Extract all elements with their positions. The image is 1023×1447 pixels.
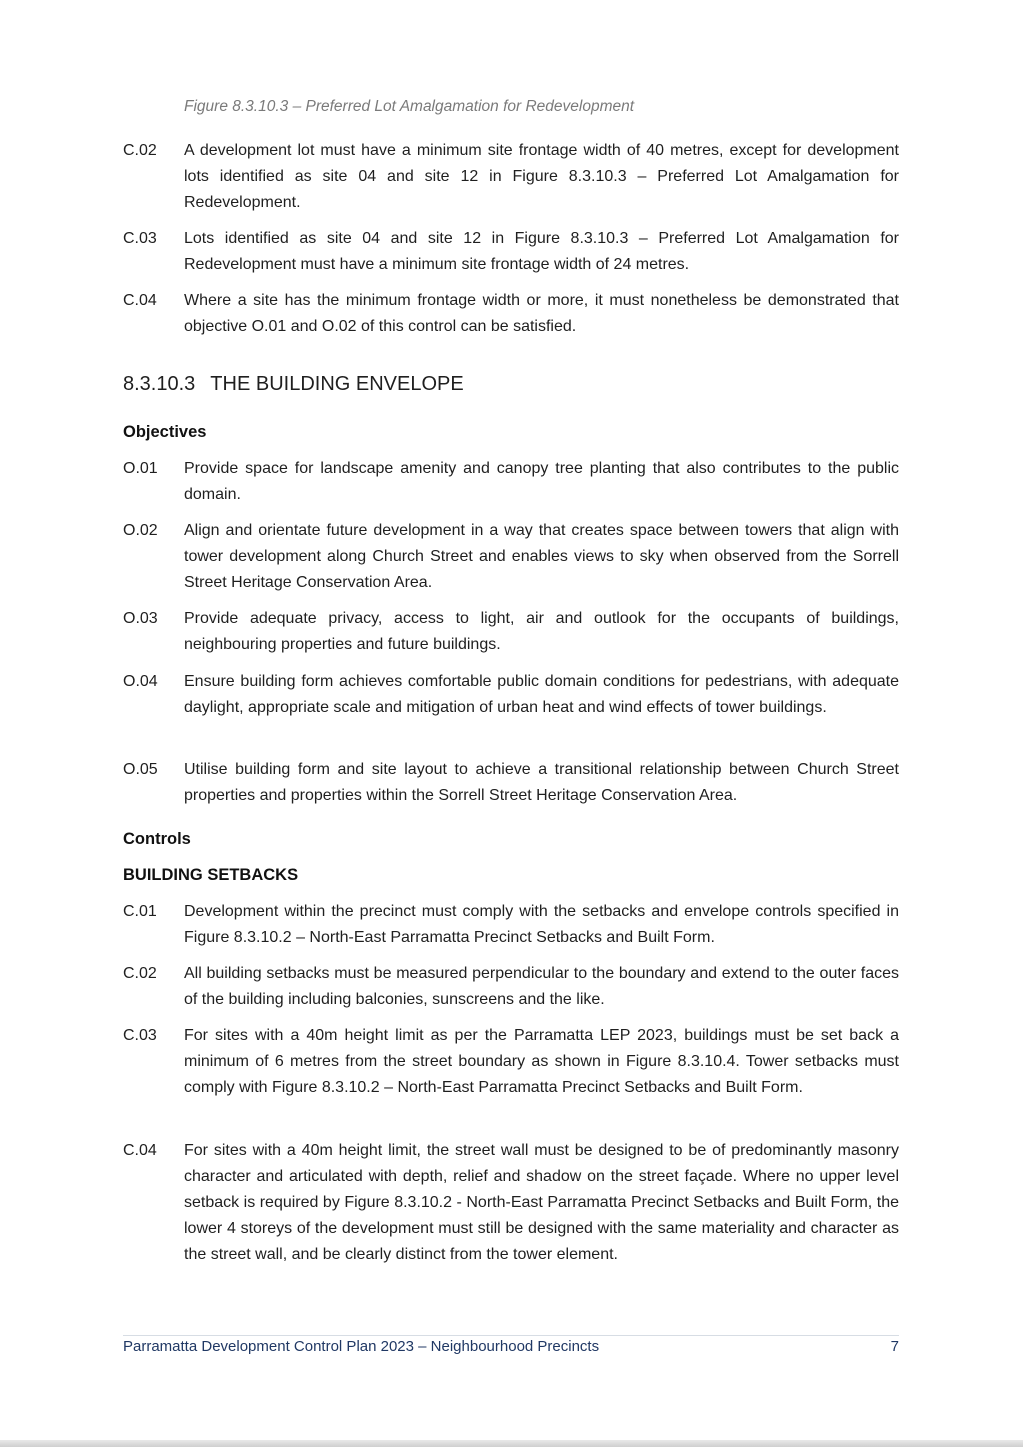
figure-caption: Figure 8.3.10.3 – Preferred Lot Amalgamation for Redevelopment bbox=[184, 98, 635, 115]
footer-divider bbox=[123, 1335, 899, 1336]
objective-item bbox=[123, 669, 899, 721]
objective-code: O.02 bbox=[123, 522, 158, 539]
page-bottom-edge bbox=[0, 1440, 1023, 1447]
control-item bbox=[123, 1023, 899, 1101]
objective-text: Align and orientate future development in a way that creates space between towers that align with tower development along Church Street and enables views to sky when observed from the Sorrell Street Heritage Conservation Area. bbox=[184, 522, 899, 591]
control-code: C.02 bbox=[123, 142, 157, 159]
control-item bbox=[123, 226, 899, 278]
control-text: For sites with a 40m height limit as per the Parramatta LEP 2023, buildings must be set back a minimum of 6 metres from the street boundary as shown in Figure 8.3.10.4. Tower setbacks must comply with Figure 8.3.10.2 – North-East Parramatta Precinct Setbacks and Built Form. bbox=[184, 1027, 899, 1096]
control-text: All building setbacks must be measured perpendicular to the boundary and extend to the outer faces of the building including balconies, sunscreens and the like. bbox=[184, 965, 899, 1008]
control-code: C.03 bbox=[123, 1027, 157, 1044]
footer-title: Parramatta Development Control Plan 2023 – Neighbourhood Precincts bbox=[123, 1338, 600, 1355]
objective-text: Utilise building form and site layout to achieve a transitional relationship between Church Street properties and properties within the Sorrell Street Heritage Conservation Area. bbox=[184, 761, 899, 804]
objective-item bbox=[123, 606, 899, 658]
section-title: THE BUILDING ENVELOPE bbox=[210, 373, 464, 395]
section-number: 8.3.10.3 bbox=[123, 373, 196, 395]
control-text: A development lot must have a minimum site frontage width of 40 metres, except for development lots identified as site 04 and site 12 in Figure 8.3.10.3 – Preferred Lot Amalgamation for Redevelopment. bbox=[184, 142, 899, 211]
control-text: Lots identified as site 04 and site 12 in Figure 8.3.10.3 – Preferred Lot Amalgamation for Redevelopment must have a minimum site frontage width of 24 metres. bbox=[184, 230, 899, 273]
control-item bbox=[123, 1138, 899, 1268]
control-item bbox=[123, 899, 899, 951]
control-text: For sites with a 40m height limit, the street wall must be designed to be of predominantly masonry character and articulated with depth, relief and shadow on the street façade. Where no upper level setback is required by Figure 8.3.10.2 - North-East Parramatta Precinct Setbacks and Built Form, the lower 4 storeys of the development must still be designed with the same materiality and character as the street wall, and be clearly distinct from the tower element. bbox=[184, 1142, 899, 1263]
control-text: Development within the precinct must comply with the setbacks and envelope controls specified in Figure 8.3.10.2 – North-East Parramatta Precinct Setbacks and Built Form. bbox=[184, 903, 899, 946]
objective-text: Provide adequate privacy, access to light, air and outlook for the occupants of buildings, neighbouring properties and future buildings. bbox=[184, 610, 899, 653]
control-code: C.04 bbox=[123, 292, 157, 309]
control-code: C.04 bbox=[123, 1142, 157, 1159]
objectives-heading: Objectives bbox=[123, 423, 207, 441]
control-text: Where a site has the minimum frontage width or more, it must nonetheless be demonstrated that objective O.01 and O.02 of this control can be satisfied. bbox=[184, 292, 899, 335]
objective-code: O.04 bbox=[123, 673, 158, 690]
objective-item bbox=[123, 518, 899, 596]
objective-code: O.05 bbox=[123, 761, 158, 778]
control-item bbox=[123, 138, 899, 216]
control-code: C.01 bbox=[123, 903, 157, 920]
control-item bbox=[123, 288, 899, 340]
controls-heading: Controls bbox=[123, 830, 191, 848]
control-code: C.03 bbox=[123, 230, 157, 247]
control-item bbox=[123, 961, 899, 1013]
objective-code: O.03 bbox=[123, 610, 158, 627]
section-heading bbox=[123, 373, 464, 396]
objective-text: Ensure building form achieves comfortable public domain conditions for pedestrians, with adequate daylight, appropriate scale and mitigation of urban heat and wind effects of tower buildings. bbox=[184, 673, 899, 716]
setbacks-heading: BUILDING SETBACKS bbox=[123, 866, 299, 884]
objective-text: Provide space for landscape amenity and canopy tree planting that also contributes to the public domain. bbox=[184, 460, 899, 503]
objective-item bbox=[123, 456, 899, 508]
control-code: C.02 bbox=[123, 965, 157, 982]
objective-item bbox=[123, 757, 899, 809]
objective-code: O.01 bbox=[123, 460, 158, 477]
page-number: 7 bbox=[890, 1338, 899, 1355]
